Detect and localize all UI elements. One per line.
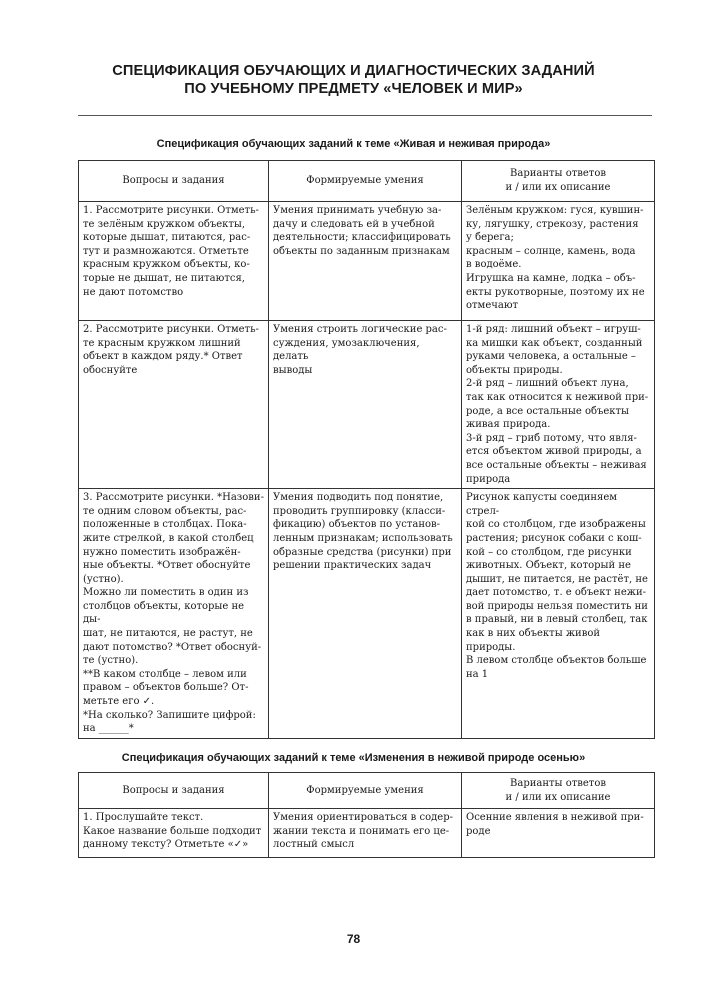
header-questions: Вопросы и задания <box>79 161 269 202</box>
table-row <box>79 809 655 858</box>
header-answers: Варианты ответов и / или их описание <box>462 161 655 202</box>
header-skills: Формируемые умения <box>269 773 462 809</box>
skill-cell: Умения ориентироваться в содер- жании текста и понимать его це- лостный смысл <box>269 809 462 858</box>
question-cell: 1. Прослушайте текст. Какое название больше подходит данному тексту? Отметьте «✓» <box>79 809 269 858</box>
answer-cell: Зелёным кружком: гуся, кувшин- ку, лягушку, стрекозу, растения у берега; красным – солнце, камень, вода в водоёме. Игрушка на камне, лодка – объ- екты рукотворные, поэтому их не отмечают <box>462 202 655 321</box>
section-2-title: Спецификация обучающих заданий к теме «Изменения в неживой природе осенью» <box>121 752 586 764</box>
page-title <box>60 62 647 98</box>
skill-cell: Умения подводить под понятие, проводить группировку (класси- фикацию) объектов по установ- ленным признакам; использовать образные средства (рисунки) при решении практических задач <box>269 489 462 739</box>
title-divider <box>78 115 652 116</box>
table-row <box>79 321 655 489</box>
skill-cell: Умения строить логические рас- суждения, умозаключения, делать выводы <box>269 321 462 489</box>
answer-cell: Рисунок капусты соединяем стрел- кой со столбцом, где изображены растения; рисунок собаки с кош- кой – со столбцом, где рисунки животных. Объект, который не дышит, не питается, не растёт, не дает потомство, т. е объект нежи- вой природы нельзя поместить ни в правый, ни в левый столбец, так как в них объекты живой природы. В левом столбце объектов больше на 1 <box>462 489 655 739</box>
answer-cell: Осенние явления в неживой при- роде <box>462 809 655 858</box>
header-skills: Формируемые умения <box>269 161 462 202</box>
answer-cell: 1-й ряд: лишний объект – игруш- ка мишки как объект, созданный руками человека, а остальные – объекты природы. 2-й ряд – лишний объект луна, так как относится к неживой при- роде, а все остальные объекты живая природа. 3-й ряд – гриб потому, что явля- ется объектом живой природы, а все остальные объекты – неживая природа <box>462 321 655 489</box>
page-title-line-2: ПО УЧЕБНОМУ ПРЕДМЕТУ «ЧЕЛОВЕК И МИР» <box>184 81 523 97</box>
header-answers: Варианты ответов и / или их описание <box>462 773 655 809</box>
page-number: 78 <box>346 932 361 946</box>
table-row <box>79 202 655 321</box>
page-title-line-1: СПЕЦИФИКАЦИЯ ОБУЧАЮЩИХ И ДИАГНОСТИЧЕСКИХ ЗАДАНИЙ <box>112 63 595 79</box>
header-questions: Вопросы и задания <box>79 773 269 809</box>
question-cell: 2. Рассмотрите рисунки. Отметь- те красным кружком лишний объект в каждом ряду.* Ответ обоснуйте <box>79 321 269 489</box>
question-cell: 3. Рассмотрите рисунки. *Назови- те одним словом объекты, рас- положенные в столбцах. Пока- жите стрелкой, в какой столбец нужно поместить изображён- ные объекты. *Ответ обоснуйте (устно). Можно ли поместить в один из столбцов объекты, которые не ды- шат, не питаются, не растут, не дают потомство? *Ответ обоснуй- те (устно). **В каком столбце – левом или правом – объектов больше? От- метьте его ✓. *На сколько? Запишите цифрой: на ______* <box>79 489 269 739</box>
table-row <box>79 489 655 739</box>
spec-table-2 <box>78 772 655 858</box>
spec-table-1 <box>78 160 655 739</box>
skill-cell: Умения принимать учебную за- дачу и следовать ей в учебной деятельности; классифицировать объекты по заданным признакам <box>269 202 462 321</box>
question-cell: 1. Рассмотрите рисунки. Отметь- те зелёным кружком объекты, которые дышат, питаются, рас- тут и размножаются. Отметьте красным кружком объекты, ко- торые не дышат, не питаются, не дают потомство <box>79 202 269 321</box>
section-1-title: Спецификация обучающих заданий к теме «Живая и неживая природа» <box>156 138 551 150</box>
table-2-header-row <box>79 773 655 809</box>
table-1-header-row <box>79 161 655 202</box>
